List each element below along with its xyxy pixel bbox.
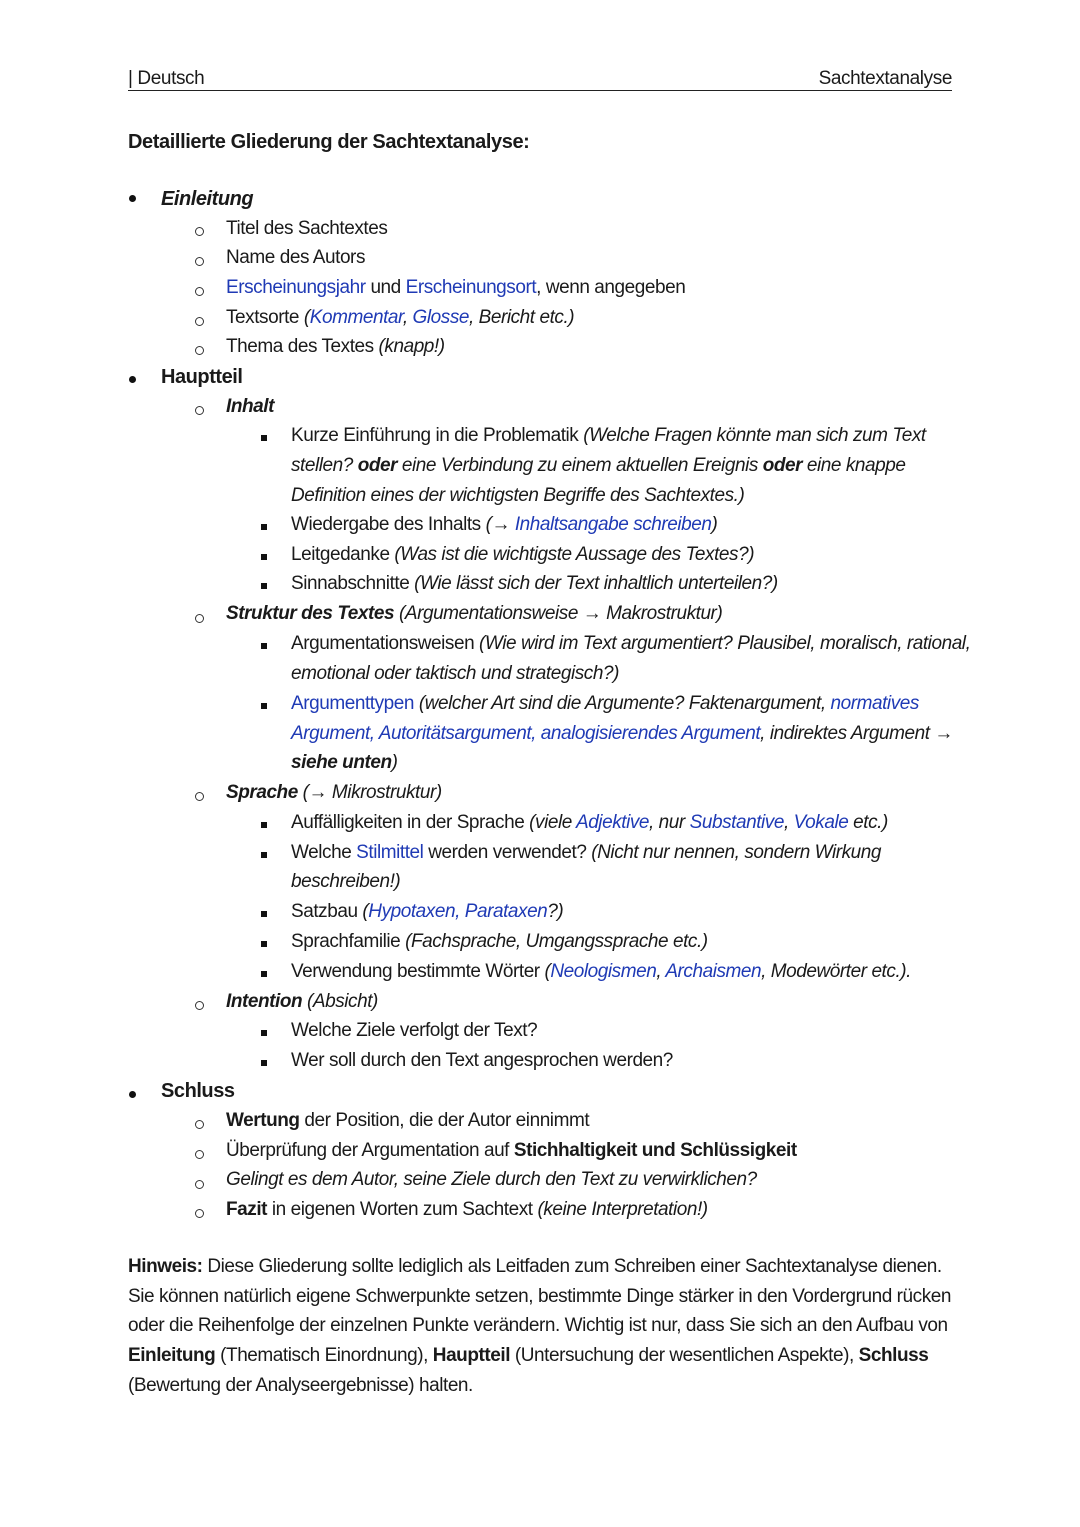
list-item-continuation: siehe unten) bbox=[291, 752, 398, 773]
list-item: Gelingt es dem Autor, seine Ziele durch den Text zu verwirklichen? bbox=[226, 1169, 757, 1190]
list-item: Sinnabschnitte (Wie lässt sich der Text inhaltlich unterteilen?) bbox=[291, 573, 778, 594]
list-item: Welche Ziele verfolgt der Text? bbox=[291, 1020, 538, 1041]
circle-bullet-icon bbox=[195, 406, 204, 415]
list-item-continuation: beschreiben!) bbox=[291, 871, 401, 892]
subsection-struktur: Struktur des Textes (Argumentationsweise → Makrostruktur) bbox=[226, 603, 723, 624]
list-item: Sprachfamilie (Fachsprache, Umgangssprache etc.) bbox=[291, 931, 708, 952]
square-bullet-icon bbox=[261, 911, 267, 917]
square-bullet-icon bbox=[261, 703, 267, 709]
list-item: Erscheinungsjahr und Erscheinungsort, wenn angegeben bbox=[226, 277, 686, 298]
square-bullet-icon bbox=[261, 643, 267, 649]
list-item: Fazit in eigenen Worten zum Sachtext (keine Interpretation!) bbox=[226, 1199, 708, 1220]
list-item-continuation: Definition eines der wichtigsten Begriffe des Sachtextes.) bbox=[291, 485, 745, 506]
header-subject: | Deutsch bbox=[128, 68, 205, 89]
subsection-inhalt: Inhalt bbox=[226, 396, 274, 417]
list-item: Leitgedanke (Was ist die wichtigste Aussage des Textes?) bbox=[291, 544, 755, 565]
circle-bullet-icon bbox=[195, 1150, 204, 1159]
bullet-icon bbox=[129, 376, 136, 383]
square-bullet-icon bbox=[261, 435, 267, 441]
square-bullet-icon bbox=[261, 852, 267, 858]
list-item: Auffälligkeiten in der Sprache (viele Adjektive, nur Substantive, Vokale etc.) bbox=[291, 812, 888, 833]
list-item-continuation: stellen? oder eine Verbindung zu einem aktuellen Ereignis oder eine knappe bbox=[291, 455, 906, 476]
square-bullet-icon bbox=[261, 524, 267, 530]
list-item: Satzbau (Hypotaxen, Parataxen?) bbox=[291, 901, 564, 922]
section-einleitung: Einleitung bbox=[161, 188, 254, 210]
page-title: Detaillierte Gliederung der Sachtextanalyse: bbox=[128, 131, 530, 153]
square-bullet-icon bbox=[261, 822, 267, 828]
square-bullet-icon bbox=[261, 971, 267, 977]
list-item: Wer soll durch den Text angesprochen werden? bbox=[291, 1050, 673, 1071]
circle-bullet-icon bbox=[195, 1180, 204, 1189]
list-item: Thema des Textes (knapp!) bbox=[226, 336, 445, 357]
list-item: Argumentationsweisen (Wie wird im Text argumentiert? Plausibel, moralisch, rational, bbox=[291, 633, 971, 654]
subsection-intention: Intention (Absicht) bbox=[226, 991, 378, 1012]
square-bullet-icon bbox=[261, 941, 267, 947]
circle-bullet-icon bbox=[195, 1001, 204, 1010]
square-bullet-icon bbox=[261, 1060, 267, 1066]
circle-bullet-icon bbox=[195, 317, 204, 326]
hinweis-paragraph: Hinweis: Diese Gliederung sollte lediglich als Leitfaden zum Schreiben einer Sachtextanalyse dienen. Sie können natürlich eigene Schwerpunkte setzen, bestimmte Dinge stärker in den Vordergrund rücken oder die Reihenfolge der einzelnen Punkte verändern. Wichtig ist nur, dass Sie sich an den Aufbau von Einleitung (Thematisch Einordnung), Hauptteil (Untersuchung der wesentlichen Aspekte), Schluss (Bewertung der Analyseergebnisse) halten. bbox=[128, 1256, 952, 1396]
circle-bullet-icon bbox=[195, 1120, 204, 1129]
list-item: Wiedergabe des Inhalts (→ Inhaltsangabe schreiben) bbox=[291, 514, 718, 535]
square-bullet-icon bbox=[261, 583, 267, 589]
section-schluss: Schluss bbox=[161, 1080, 235, 1102]
section-hauptteil: Hauptteil bbox=[161, 366, 243, 388]
list-item: Titel des Sachtextes bbox=[226, 218, 388, 239]
list-item: Welche Stilmittel werden verwendet? (Nicht nur nennen, sondern Wirkung bbox=[291, 842, 882, 863]
list-item: Wertung der Position, die der Autor einnimmt bbox=[226, 1110, 590, 1131]
circle-bullet-icon bbox=[195, 1209, 204, 1218]
circle-bullet-icon bbox=[195, 346, 204, 355]
circle-bullet-icon bbox=[195, 614, 204, 623]
circle-bullet-icon bbox=[195, 792, 204, 801]
square-bullet-icon bbox=[261, 1030, 267, 1036]
bullet-icon bbox=[129, 1091, 136, 1098]
list-item: Verwendung bestimmte Wörter (Neologismen, Archaismen, Modewörter etc.). bbox=[291, 961, 911, 982]
circle-bullet-icon bbox=[195, 287, 204, 296]
list-item: Überprüfung der Argumentation auf Stichhaltigkeit und Schlüssigkeit bbox=[226, 1140, 797, 1161]
circle-bullet-icon bbox=[195, 257, 204, 266]
list-item: Name des Autors bbox=[226, 247, 365, 268]
list-item: Argumenttypen (welcher Art sind die Argumente? Faktenargument, normatives bbox=[291, 693, 919, 714]
bullet-icon bbox=[129, 195, 136, 202]
page-header bbox=[128, 64, 952, 91]
list-item: Kurze Einführung in die Problematik (Welche Fragen könnte man sich zum Text bbox=[291, 425, 926, 446]
list-item-continuation: Argument, Autoritätsargument, analogisierendes Argument, indirektes Argument → bbox=[291, 723, 953, 744]
circle-bullet-icon bbox=[195, 227, 204, 236]
list-item-continuation: emotional oder taktisch und strategisch?) bbox=[291, 663, 619, 684]
square-bullet-icon bbox=[261, 554, 267, 560]
header-topic: Sachtextanalyse bbox=[818, 68, 952, 89]
list-item: Textsorte (Kommentar, Glosse, Bericht etc.) bbox=[226, 307, 575, 328]
subsection-sprache: Sprache (→ Mikrostruktur) bbox=[226, 782, 442, 803]
